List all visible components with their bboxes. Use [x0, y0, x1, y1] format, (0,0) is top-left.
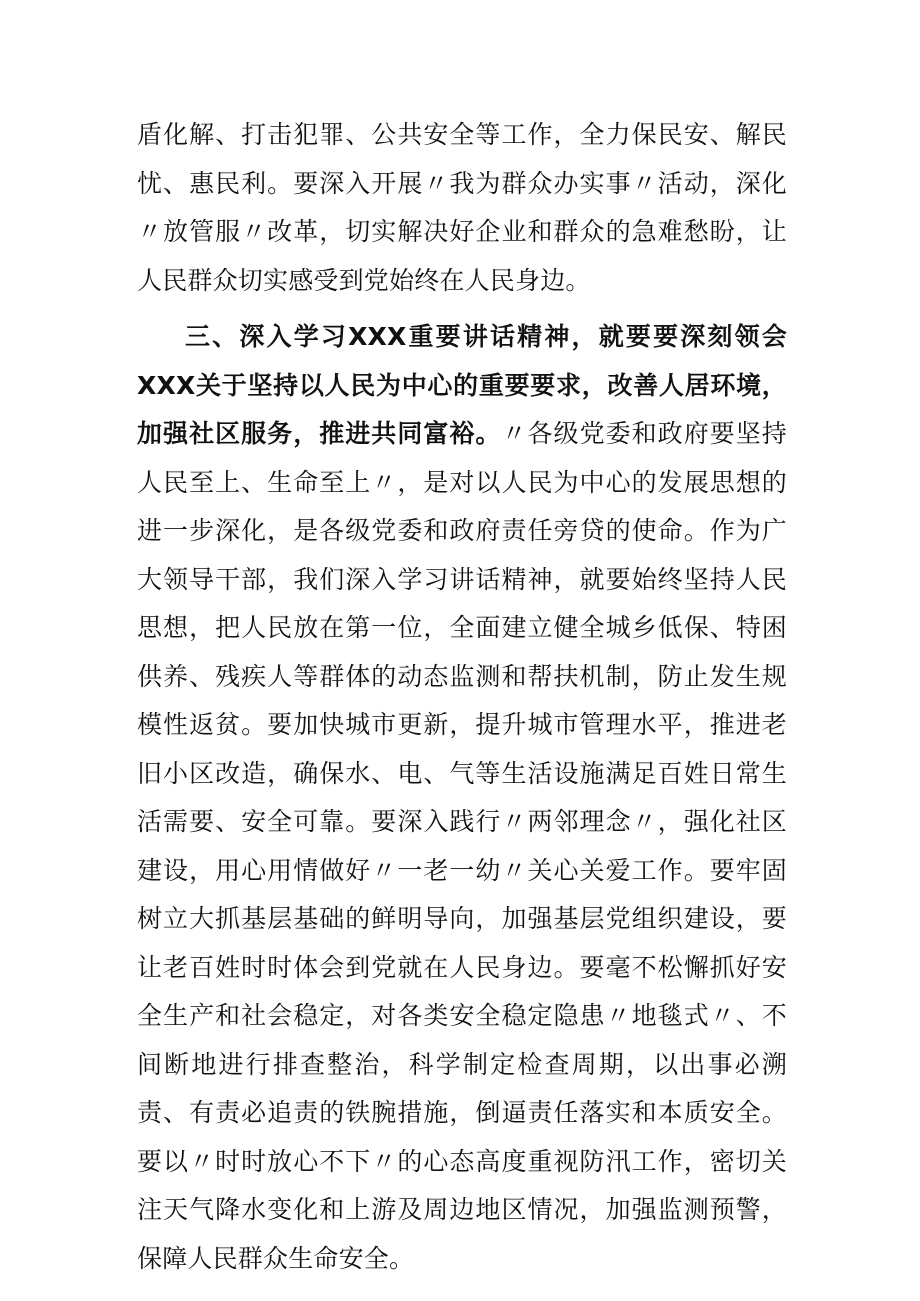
- paragraph-2-heading: 三、深入学习XXX重要讲话精神，就要要深刻领会XXX关于坚持以人民为中心的重要要求，改善人居环境，加强社区服务，推进共同富裕。: [137, 322, 787, 448]
- paragraph-2-body: 〃各级党委和政府要坚持人民至上、生命至上〃，是对以人民为中心的发展思想的进一步深化，是各级党委和政府责任旁贷的使命。作为广大领导干部，我们深入学习讲话精神，就要始终坚持人民思想，把人民放在第一位，全面建立健全城乡低保、特困供养、残疾人等群体的动态监测和帮扶机制，防止发生规模性返贫。要加快城市更新，提升城市管理水平，推进老旧小区改造，确保水、电、气等生活设施满足百姓日常生活需要、安全可靠。要深入践行〃两邻理念〃，强化社区建设，用心用情做好〃一老一幼〃关心关爱工作。要牢固树立大抓基层基础的鲜明导向，加强基层党组织建设，要让老百姓时时体会到党就在人民身边。要毫不松懈抓好安全生产和社会稳定，对各类安全稳定隐患〃地毯式〃、不间断地进行排查整治，科学制定检查周期，以出事必溯责、有责必追责的铁腕措施，倒逼责任落实和本质安全。要以〃时时放心不下〃的心态高度重视防汛工作，密切关注天气降水变化和上游及周边地区情况，加强监测预警，保障人民群众生命安全。: [137, 419, 787, 1273]
- paragraph-2: [137, 313, 787, 1283]
- paragraph-1: 盾化解、打击犯罪、公共安全等工作，全力保民安、解民忧、惠民利。要深入开展〃我为群众办实事〃活动，深化〃放管服〃改革，切实解决好企业和群众的急难愁盼，让人民群众切实感受到党始终在人民身边。: [137, 120, 787, 295]
